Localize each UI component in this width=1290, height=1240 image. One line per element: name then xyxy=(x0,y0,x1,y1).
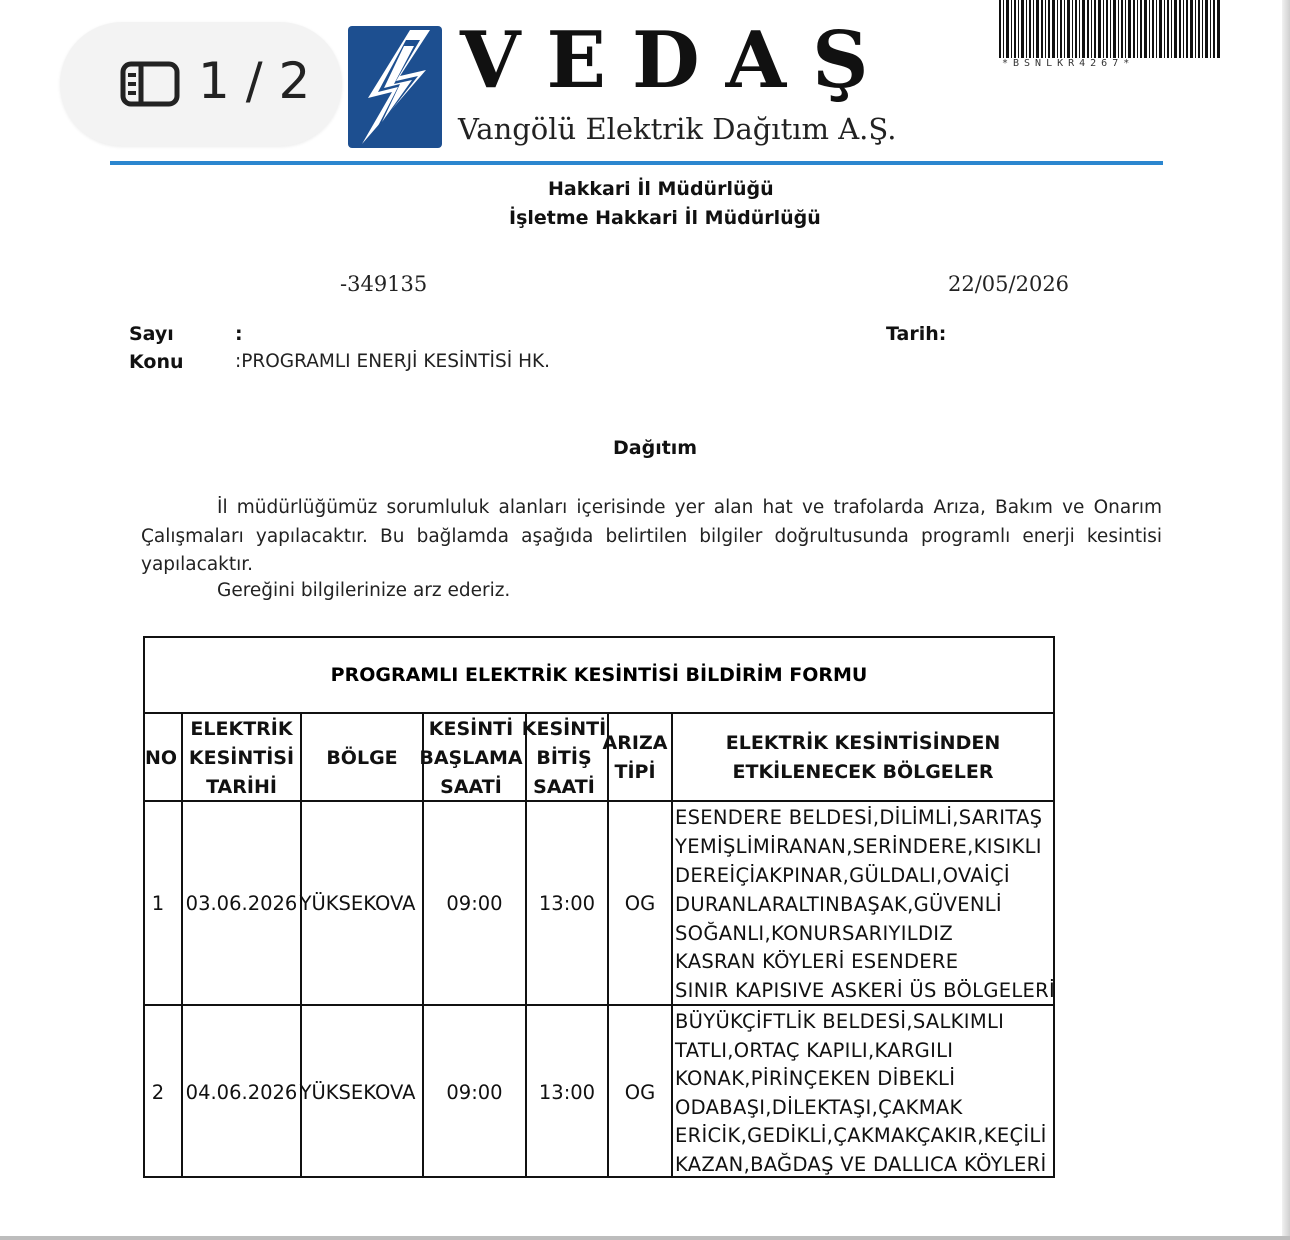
header-rule xyxy=(110,161,1163,165)
brand-name: VEDAŞ xyxy=(460,15,895,106)
row2-end: 13:00 xyxy=(538,1080,596,1104)
row1-no: 1 xyxy=(151,891,165,915)
row2-type: OG xyxy=(624,1080,656,1104)
row2-affected-line: BÜYÜKÇİFTLİK BELDESİ,SALKIMLI xyxy=(675,1010,1005,1033)
row1-affected-line: DEREİÇİAKPINAR,GÜLDALI,OVAİÇİ xyxy=(675,864,1010,887)
header-type-line: ARIZA xyxy=(602,732,668,754)
row1-affected-line: ESENDERE BELDESİ,DİLİMLİ,SARITAŞ xyxy=(675,806,1043,829)
row2-no: 2 xyxy=(151,1080,165,1104)
row1-start: 09:00 xyxy=(446,891,503,915)
header-type-line: TİPİ xyxy=(614,761,656,783)
brand-subtitle: Vangölü Elektrik Dağıtım A.Ş. xyxy=(458,112,897,146)
sayi-colon: : xyxy=(235,323,243,345)
sayi-label: Sayı xyxy=(129,323,174,345)
row1-region: YÜKSEKOVA xyxy=(299,891,416,915)
row2-region: YÜKSEKOVA xyxy=(299,1080,416,1104)
header-date-line: ELEKTRİK xyxy=(190,717,293,740)
header-start-line: KESİNTİ xyxy=(428,717,514,740)
row2-start: 09:00 xyxy=(446,1080,503,1104)
outage-table xyxy=(143,636,1055,1178)
row1-type: OG xyxy=(624,891,656,915)
tarih-label: Tarih: xyxy=(886,323,947,345)
header-region: BÖLGE xyxy=(326,746,398,769)
closing-line: Gereğini bilgilerinize arz ederiz. xyxy=(217,580,511,601)
row1-affected-line: SOĞANLI,KONURSARIYILDIZ xyxy=(675,922,953,945)
row1-affected-line: SINIR KAPISIVE ASKERİ ÜS BÖLGELERİ xyxy=(675,979,1056,1002)
distribution-heading: Dağıtım xyxy=(613,437,698,459)
header-end xyxy=(521,716,607,800)
header-start-line: SAATİ xyxy=(440,775,502,798)
header-date-line: KESİNTİSİ xyxy=(188,746,295,769)
header-affected-line: ETKİLENECEK BÖLGELER xyxy=(732,761,994,783)
konu-label: Konu xyxy=(129,351,184,373)
pages-icon xyxy=(120,61,180,111)
page-edge xyxy=(1282,0,1290,1240)
page-bottom-edge xyxy=(0,1236,1290,1240)
body-paragraph: İl müdürlüğümüz sorumluluk alanları içerisinde yer alan hat ve trafolarda Arıza, Bakım ve Onarım Çalışmaları yapılacaktır. Bu bağlamda aşağıda belirtilen bilgiler doğrultusunda programlı enerji kesintisi yapılacaktır. xyxy=(141,497,1162,575)
konu-value: :PROGRAMLI ENERJİ KESİNTİSİ HK. xyxy=(235,351,550,372)
vedas-logo-icon xyxy=(348,26,442,148)
header-date-line: TARİHİ xyxy=(206,775,277,798)
document-number: -349135 xyxy=(340,272,428,296)
document-date: 22/05/2026 xyxy=(948,272,1070,296)
header-start-line: BAŞLAMA xyxy=(419,746,523,769)
page-counter-text: 1 / 2 xyxy=(198,52,311,110)
barcode-text: *BSNLKR4267* xyxy=(1002,58,1135,69)
header-no: NO xyxy=(144,746,178,769)
office-title: Hakkari İl Müdürlüğü xyxy=(548,178,774,200)
row1-affected-line: DURANLARALTINBAŞAK,GÜVENLİ xyxy=(675,893,1002,916)
barcode xyxy=(999,0,1221,58)
row2-affected-line: TATLI,ORTAÇ KAPILI,KARGILI xyxy=(675,1039,954,1062)
office-subtitle: İşletme Hakkari İl Müdürlüğü xyxy=(509,207,821,229)
header-affected xyxy=(673,716,1053,800)
row2-affected-line: ERİCİK,GEDİKLİ,ÇAKMAKÇAKIR,KEÇİLİ xyxy=(675,1124,1047,1147)
row2-affected-line: ODABAŞI,DİLEKTAŞI,ÇAKMAK xyxy=(675,1096,963,1119)
row1-end: 13:00 xyxy=(538,891,596,915)
page-counter[interactable] xyxy=(60,22,342,146)
row1-date: 03.06.2026 xyxy=(185,891,298,915)
row1-affected-line: KASRAN KÖYLERİ ESENDERE xyxy=(675,950,959,973)
table-title: PROGRAMLI ELEKTRİK KESİNTİSİ BİLDİRİM FORMU xyxy=(145,638,1053,714)
header-start xyxy=(417,716,525,800)
header-end-line: KESİNTİ xyxy=(521,717,607,740)
row2-affected-line: KAZAN,BAĞDAŞ VE DALLICA KÖYLERİ xyxy=(675,1153,1047,1176)
header-end-line: BİTİŞ xyxy=(536,746,592,769)
row2-date: 04.06.2026 xyxy=(185,1080,298,1104)
row1-affected-line: YEMİŞLİMİRANAN,SERİNDERE,KISIKLI xyxy=(675,835,1042,858)
row2-affected-line: KONAK,PİRİNÇEKEN DİBEKLİ xyxy=(675,1067,956,1090)
header-type xyxy=(599,716,671,800)
header-end-line: SAATİ xyxy=(533,775,595,798)
header-date xyxy=(183,716,300,800)
header-affected-line: ELEKTRİK KESİNTİSİNDEN xyxy=(725,732,1001,754)
